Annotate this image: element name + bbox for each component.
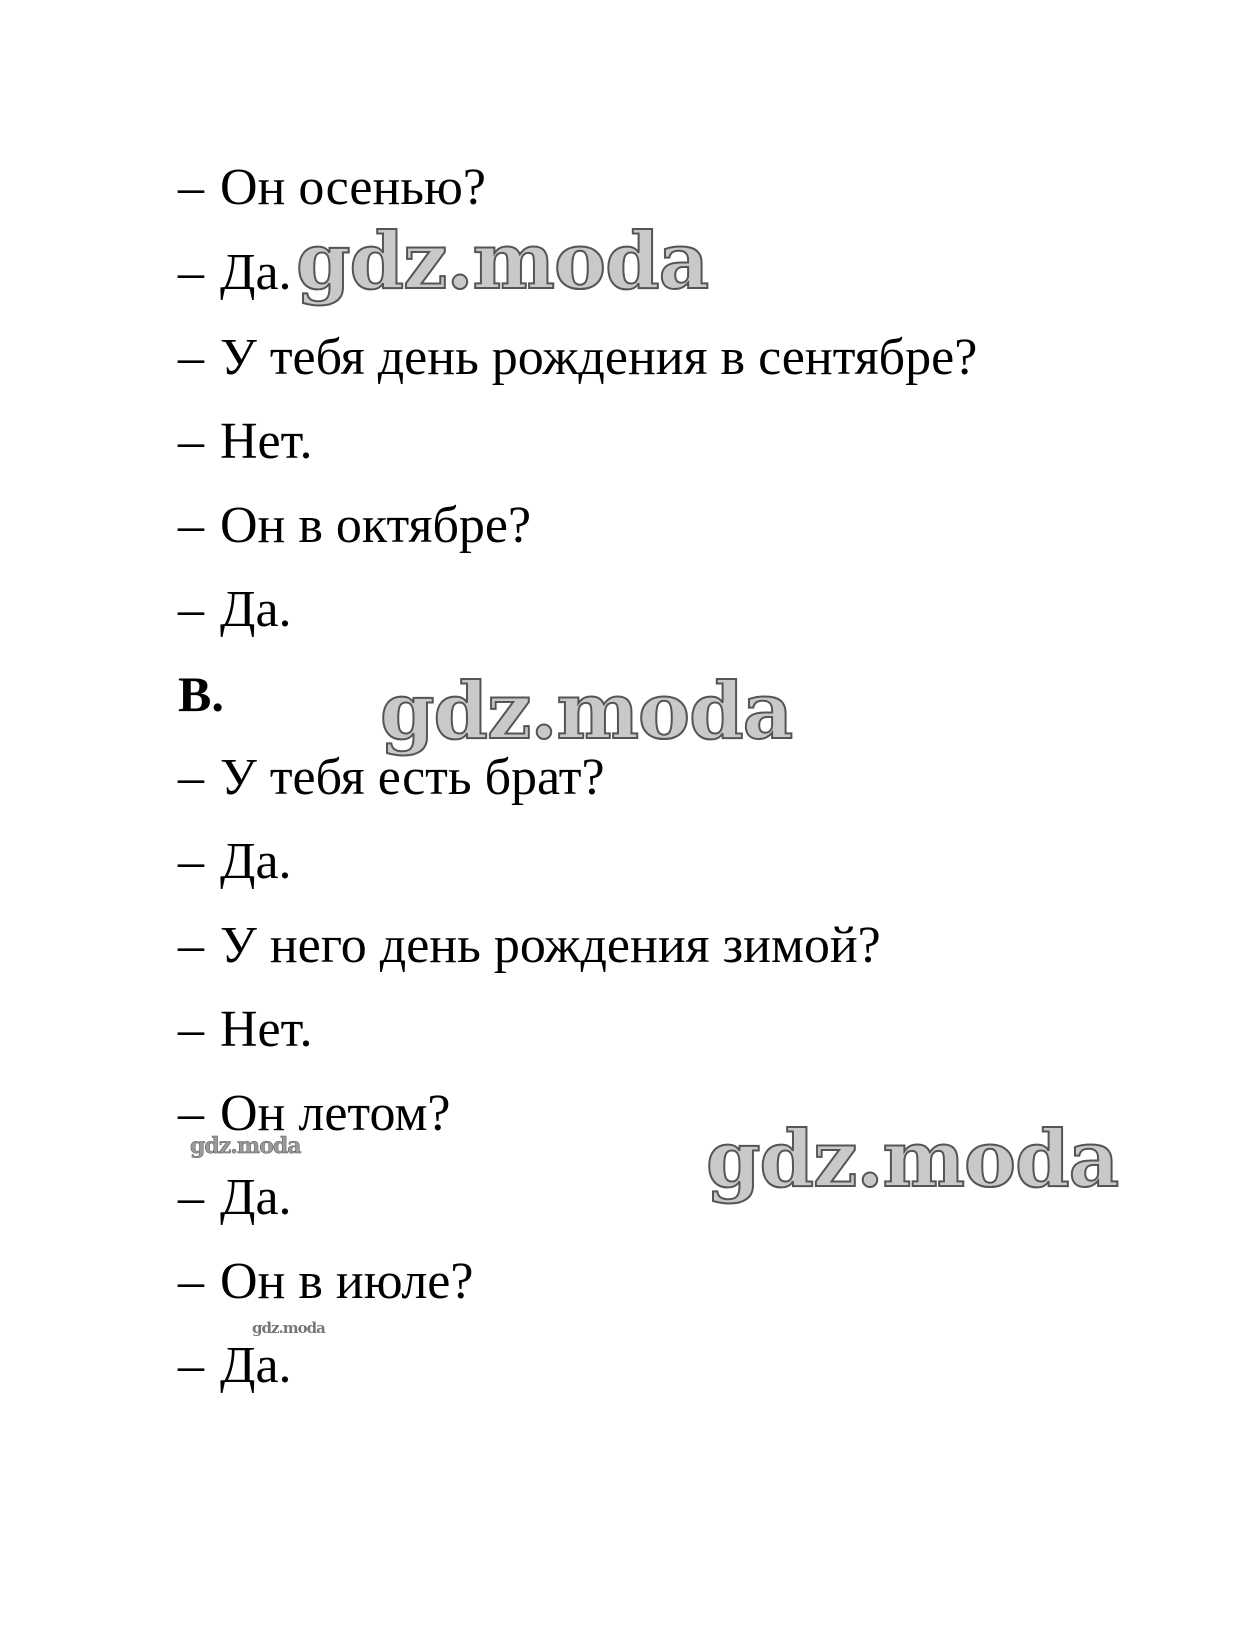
dash: – [178,329,204,386]
dash: – [178,497,204,554]
dialogue-line [178,1168,292,1228]
dash: – [178,749,204,806]
dialogue-text: Да. [220,833,292,890]
section-label: B. [178,666,224,722]
watermark: gdz.moda [380,666,793,757]
dash: – [178,917,204,974]
dash: – [178,159,204,216]
dash: – [178,1169,204,1226]
dialogue-text: У тебя день рождения в сентябре? [220,329,978,386]
dialogue-text: Да. [220,1337,292,1394]
dialogue-text: Нет. [220,1001,313,1058]
dialogue-line [178,748,605,808]
dialogue-text: Он в октябре? [220,497,532,554]
dash: – [178,1337,204,1394]
dialogue-line [178,496,531,556]
dialogue-line [178,158,486,218]
dash: – [178,1085,204,1142]
dialogue-line [178,1000,312,1060]
watermark: gdz.moda [190,1133,301,1159]
watermark: gdz.moda [252,1319,325,1337]
dash: – [178,244,204,301]
dialogue-text: Он осенью? [220,159,486,216]
watermark: gdz.moda [296,216,709,307]
dialogue-line [178,1336,292,1396]
dialogue-line [178,580,292,640]
dialogue-line [178,243,292,303]
dialogue-text: Да. [220,244,292,301]
dialogue-line [178,328,977,388]
dialogue-text: Да. [220,1169,292,1226]
dialogue-text: Он летом? [220,1085,451,1142]
dialogue-text: У тебя есть брат? [220,749,605,806]
dialogue-line [178,832,292,892]
watermark: gdz.moda [706,1114,1119,1205]
dialogue-text: Он в июле? [220,1253,474,1310]
dash: – [178,581,204,638]
dialogue-text: У него день рождения зимой? [220,917,881,974]
dialogue-line [178,1252,473,1312]
dialogue-text: Нет. [220,413,313,470]
dash: – [178,1253,204,1310]
dialogue-text: Да. [220,581,292,638]
dash: – [178,1001,204,1058]
dialogue-line [178,916,881,976]
dash: – [178,833,204,890]
dash: – [178,413,204,470]
dialogue-line [178,412,312,472]
